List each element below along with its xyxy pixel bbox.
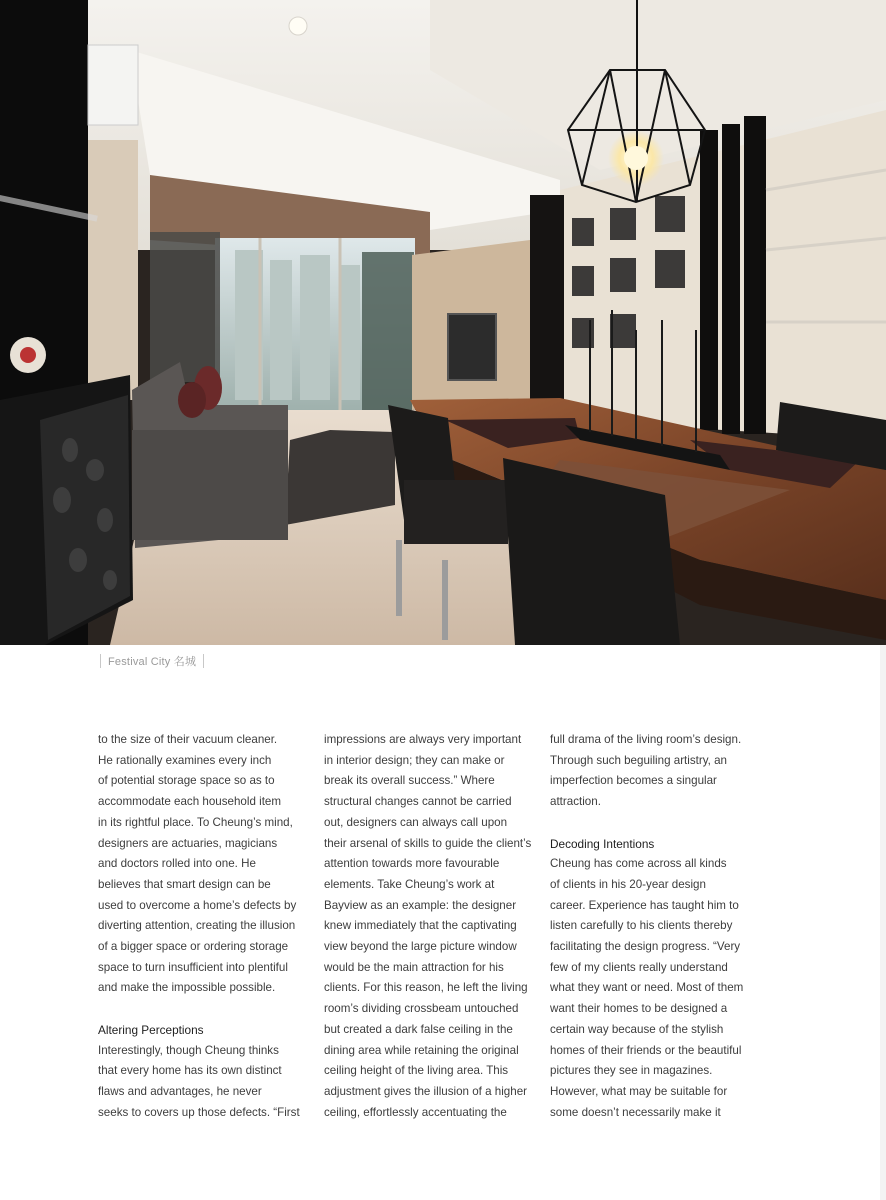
text-line: attraction. <box>550 795 601 809</box>
paragraph <box>550 854 746 1123</box>
text-line: structural changes cannot be carried <box>324 795 512 809</box>
text-line: break its overall success.” Where <box>324 774 495 788</box>
text-line: listen carefully to his clients thereby <box>550 919 733 933</box>
text-line: imperfection becomes a singular <box>550 774 717 788</box>
text-line: certain way because of the stylish <box>550 1022 724 1036</box>
text-line: elements. Take Cheung’s work at <box>324 877 495 891</box>
text-line: Bayview as an example: the designer <box>324 898 517 912</box>
text-line: attention towards more favourable <box>324 857 500 871</box>
text-line: seeks to covers up those defects. “First <box>98 1105 300 1119</box>
text-line: However, what may be suitable for <box>550 1084 728 1098</box>
text-line: of potential storage space so as to <box>98 774 275 788</box>
paragraph <box>98 730 297 999</box>
text-line: but created a dark false ceiling in the <box>324 1022 513 1036</box>
text-line: used to overcome a home’s defects by <box>98 898 297 912</box>
text-line: Interestingly, though Cheung thinks <box>98 1043 279 1057</box>
text-line: accommodate each household item <box>98 795 282 809</box>
article-column-3 <box>550 730 746 1123</box>
text-line: dining area while retaining the original <box>324 1043 519 1057</box>
caption-divider-right <box>203 654 204 668</box>
paragraph <box>98 1041 300 1124</box>
text-line: adjustment gives the illusion of a higher <box>324 1084 528 1098</box>
section-heading-altering-perceptions: Altering Perceptions <box>98 1022 204 1037</box>
caption-divider-left <box>100 654 101 668</box>
text-line: designers are actuaries, magicians <box>98 836 278 850</box>
text-line: of clients in his 20-year design <box>550 877 706 891</box>
text-line: would be the main attraction for his <box>324 960 504 974</box>
caption-location: Festival City 名城 <box>108 656 197 668</box>
paragraph <box>324 730 532 1123</box>
text-line: ceiling height of the living area. This <box>324 1064 509 1078</box>
text-line: and doctors rolled into one. He <box>98 857 256 871</box>
photo-caption <box>100 652 211 670</box>
text-line: room’s dividing crossbeam untouched <box>324 1002 519 1016</box>
text-line: believes that smart design can be <box>98 877 271 891</box>
text-line: career. Experience has taught him to <box>550 898 739 912</box>
text-line: few of my clients really understand <box>550 960 728 974</box>
text-line: knew immediately that the captivating <box>324 919 517 933</box>
article-column-2 <box>324 730 532 1123</box>
text-line: what they want or need. Most of them <box>550 981 744 995</box>
text-line: some doesn’t necessarily make it <box>550 1105 721 1119</box>
paragraph <box>550 730 746 813</box>
section-heading-decoding-intentions: Decoding Intentions <box>550 836 655 851</box>
text-line: ceiling, effortlessly accentuating the <box>324 1105 507 1119</box>
text-line: impressions are always very important <box>324 733 522 746</box>
text-line: Cheung has come across all kinds <box>550 857 727 871</box>
text-line: out, designers can always call upon <box>324 815 508 829</box>
text-line: and make the impossible possible. <box>98 981 276 995</box>
text-line: homes of their friends or the beautiful <box>550 1043 742 1057</box>
text-line: to the size of their vacuum cleaner. <box>98 733 278 746</box>
page-edge-shade <box>880 645 886 1200</box>
text-line: that every home has its own distinct <box>98 1064 282 1078</box>
text-line: pictures they see in magazines. <box>550 1064 713 1078</box>
text-line: space to turn insufficient into plentiful <box>98 960 288 974</box>
text-line: of a bigger space or ordering storage <box>98 940 289 954</box>
text-line: clients. For this reason, he left the living <box>324 981 528 995</box>
text-line: their arsenal of skills to guide the client’s <box>324 836 532 850</box>
text-line: view beyond the large picture window <box>324 940 517 954</box>
text-line: Through such beguiling artistry, an <box>550 753 728 767</box>
article-column-1 <box>98 730 300 1123</box>
text-line: full drama of the living room’s design. <box>550 733 742 746</box>
text-line: want their homes to be designed a <box>550 1002 728 1016</box>
text-line: facilitating the design progress. “Very <box>550 940 741 954</box>
text-line: flaws and advantages, he never <box>98 1084 262 1098</box>
text-line: He rationally examines every inch <box>98 753 272 767</box>
text-line: in its rightful place. To Cheung’s mind, <box>98 815 293 829</box>
text-line: diverting attention, creating the illusion <box>98 919 296 933</box>
text-line: in interior design; they can make or <box>324 753 505 767</box>
